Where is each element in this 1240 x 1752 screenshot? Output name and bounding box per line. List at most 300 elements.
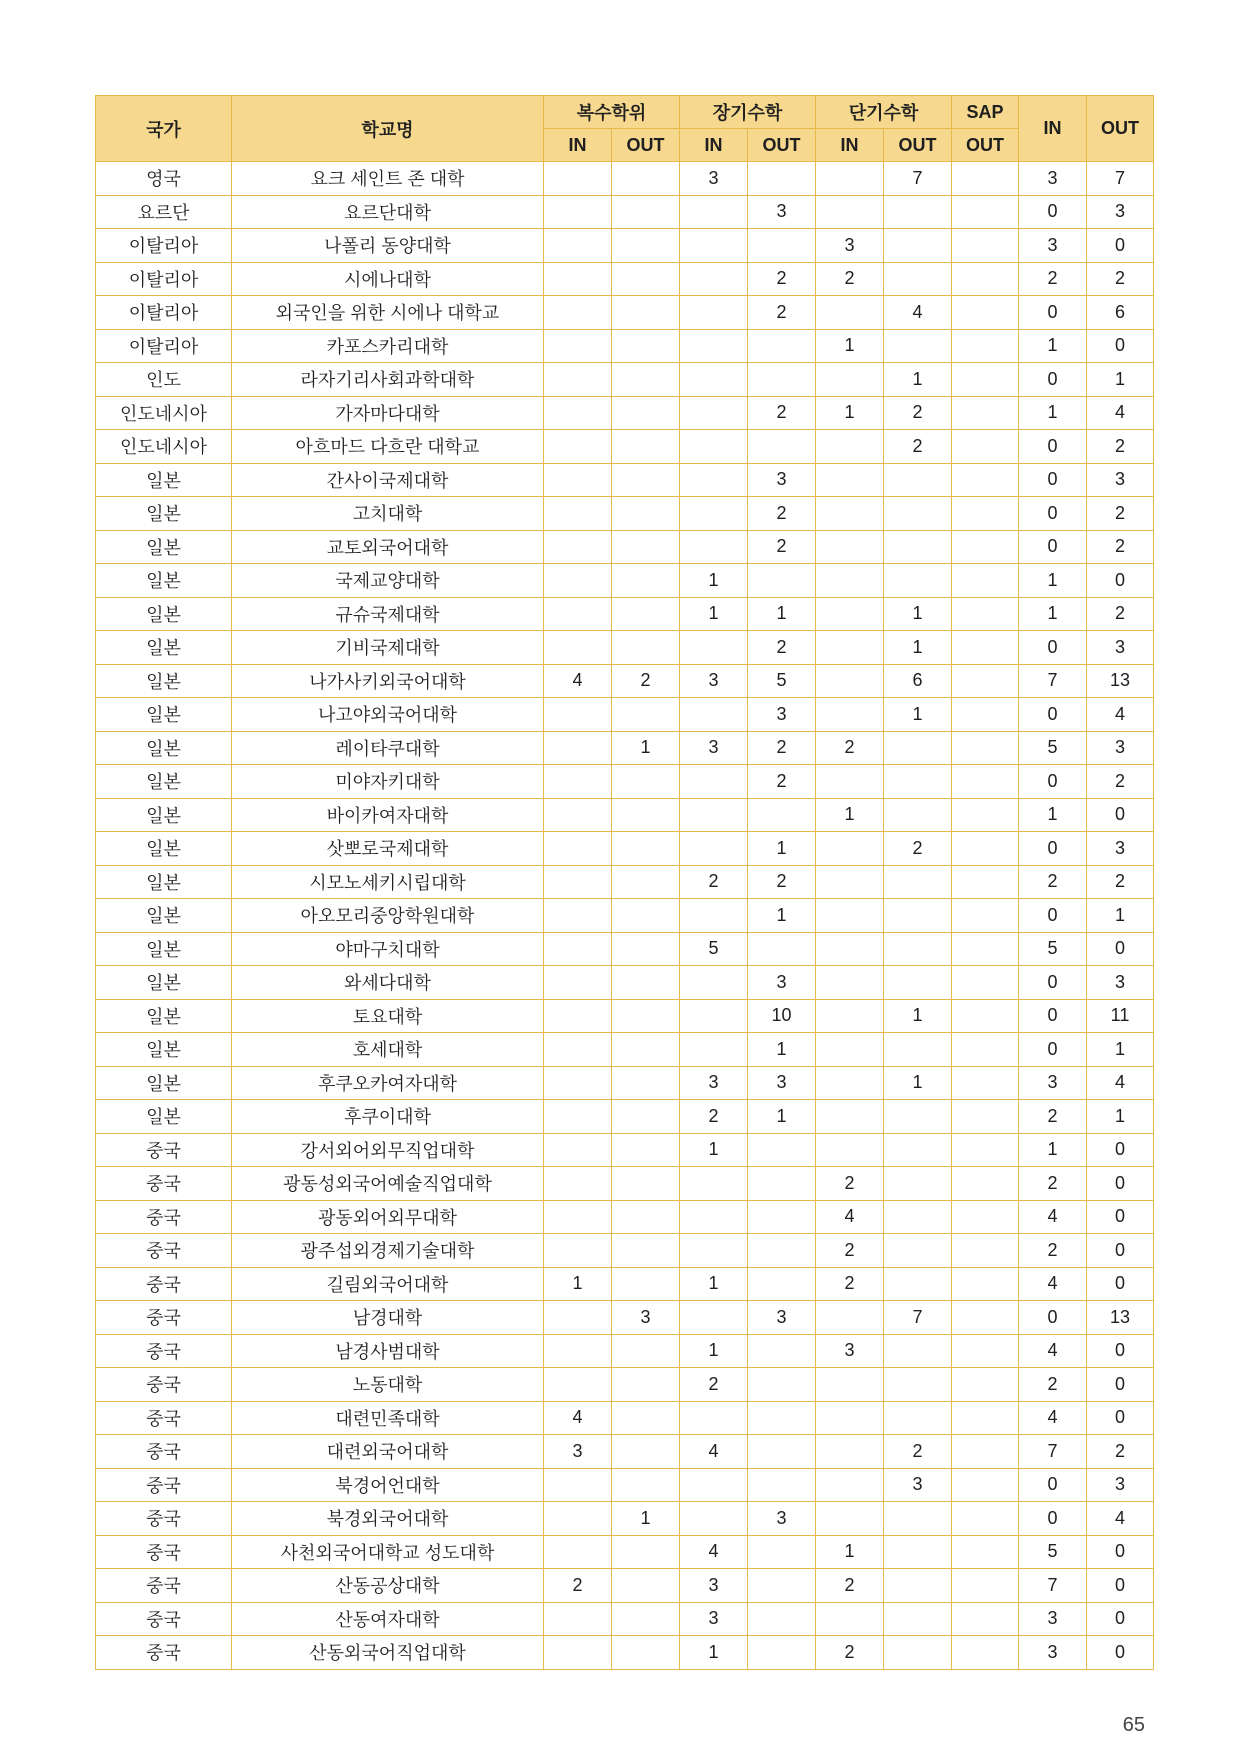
short-term-in-cell: 2: [816, 1636, 884, 1670]
total-in-cell: 2: [1019, 1234, 1087, 1268]
country-cell: 중국: [96, 1401, 232, 1435]
school-cell: 후쿠오카여자대학: [232, 1066, 544, 1100]
sap-out-cell: [952, 664, 1019, 698]
double-degree-in-cell: 1: [544, 1267, 612, 1301]
double-degree-out-cell: [612, 966, 680, 1000]
school-cell: 라자기리사회과학대학: [232, 363, 544, 397]
school-cell: 요크 세인트 존 대학: [232, 162, 544, 196]
long-term-out-cell: 2: [748, 865, 816, 899]
total-in-cell: 0: [1019, 363, 1087, 397]
short-term-in-cell: [816, 865, 884, 899]
total-out-cell: 0: [1087, 932, 1154, 966]
short-term-in-cell: [816, 765, 884, 799]
long-term-out-cell: [748, 1401, 816, 1435]
long-term-out-cell: 3: [748, 698, 816, 732]
school-cell: 아오모리중앙학원대학: [232, 899, 544, 933]
long-term-out-cell: [748, 1602, 816, 1636]
total-out-cell: 3: [1087, 966, 1154, 1000]
double-degree-in-cell: [544, 497, 612, 531]
total-in-cell: 4: [1019, 1401, 1087, 1435]
table-row: [96, 698, 1154, 732]
double-degree-in-cell: 4: [544, 664, 612, 698]
double-degree-out-cell: [612, 1334, 680, 1368]
sap-out-cell: [952, 1033, 1019, 1067]
sap-out-cell: [952, 1167, 1019, 1201]
long-term-out-cell: 2: [748, 262, 816, 296]
table-row: [96, 1535, 1154, 1569]
country-cell: 중국: [96, 1334, 232, 1368]
double-degree-out-cell: [612, 932, 680, 966]
total-in-cell: 5: [1019, 932, 1087, 966]
short-term-out-cell: [884, 1401, 952, 1435]
double-degree-in-cell: [544, 1301, 612, 1335]
double-degree-in-cell: [544, 396, 612, 430]
sap-out-cell: [952, 1234, 1019, 1268]
long-term-in-cell: [680, 1234, 748, 1268]
school-cell: 가자마다대학: [232, 396, 544, 430]
table-row: [96, 899, 1154, 933]
total-in-cell: 1: [1019, 1133, 1087, 1167]
short-term-out-cell: 1: [884, 597, 952, 631]
country-cell: 일본: [96, 832, 232, 866]
country-cell: 중국: [96, 1435, 232, 1469]
sap-out-cell: [952, 430, 1019, 464]
long-term-in-cell: 3: [680, 162, 748, 196]
sap-out-cell: [952, 966, 1019, 1000]
table-row: [96, 1133, 1154, 1167]
short-term-in-cell: [816, 698, 884, 732]
short-term-out-cell: [884, 329, 952, 363]
country-cell: 중국: [96, 1502, 232, 1536]
short-term-out-cell: [884, 1033, 952, 1067]
sap-out-cell: [952, 1468, 1019, 1502]
school-cell: 외국인을 위한 시에나 대학교: [232, 296, 544, 330]
short-term-in-cell: [816, 162, 884, 196]
long-term-in-cell: [680, 798, 748, 832]
total-out-cell: 0: [1087, 1636, 1154, 1670]
school-cell: 간사이국제대학: [232, 463, 544, 497]
short-term-in-cell: [816, 932, 884, 966]
school-cell: 규슈국제대학: [232, 597, 544, 631]
total-out-cell: 1: [1087, 1033, 1154, 1067]
school-cell: 나가사키외국어대학: [232, 664, 544, 698]
total-out-cell: 4: [1087, 698, 1154, 732]
long-term-in-cell: [680, 363, 748, 397]
double-degree-in-cell: [544, 1502, 612, 1536]
total-in-cell: 5: [1019, 1535, 1087, 1569]
short-term-in-cell: [816, 1133, 884, 1167]
double-degree-in-cell: [544, 1167, 612, 1201]
double-degree-out-cell: 3: [612, 1301, 680, 1335]
sap-out-cell: [952, 631, 1019, 665]
long-term-out-cell: 2: [748, 497, 816, 531]
total-out-cell: 11: [1087, 999, 1154, 1033]
total-in-cell: 2: [1019, 865, 1087, 899]
double-degree-out-cell: [612, 798, 680, 832]
country-cell: 일본: [96, 999, 232, 1033]
table-header: [96, 96, 1154, 162]
short-term-in-cell: [816, 832, 884, 866]
short-term-out-cell: [884, 932, 952, 966]
total-out-cell: 2: [1087, 865, 1154, 899]
short-term-in-cell: [816, 899, 884, 933]
short-term-in-cell: 2: [816, 1234, 884, 1268]
long-term-in-cell: [680, 1301, 748, 1335]
header-double-degree-out: OUT: [612, 129, 680, 162]
double-degree-in-cell: [544, 999, 612, 1033]
country-cell: 이탈리아: [96, 229, 232, 263]
total-out-cell: 2: [1087, 430, 1154, 464]
short-term-out-cell: 2: [884, 1435, 952, 1469]
short-term-out-cell: [884, 1334, 952, 1368]
school-cell: 노동대학: [232, 1368, 544, 1402]
school-cell: 기비국제대학: [232, 631, 544, 665]
double-degree-out-cell: [612, 899, 680, 933]
short-term-out-cell: [884, 1535, 952, 1569]
country-cell: 일본: [96, 765, 232, 799]
long-term-in-cell: 1: [680, 1334, 748, 1368]
total-out-cell: 3: [1087, 731, 1154, 765]
sap-out-cell: [952, 564, 1019, 598]
country-cell: 이탈리아: [96, 262, 232, 296]
long-term-in-cell: 2: [680, 1100, 748, 1134]
long-term-out-cell: [748, 363, 816, 397]
short-term-out-cell: [884, 1133, 952, 1167]
double-degree-out-cell: 1: [612, 1502, 680, 1536]
double-degree-out-cell: [612, 1435, 680, 1469]
table-row: [96, 396, 1154, 430]
country-cell: 중국: [96, 1267, 232, 1301]
total-out-cell: 0: [1087, 1133, 1154, 1167]
school-cell: 나고야외국어대학: [232, 698, 544, 732]
double-degree-out-cell: [612, 1368, 680, 1402]
long-term-out-cell: [748, 162, 816, 196]
total-in-cell: 4: [1019, 1334, 1087, 1368]
table-row: [96, 999, 1154, 1033]
long-term-in-cell: [680, 1401, 748, 1435]
sap-out-cell: [952, 1368, 1019, 1402]
long-term-in-cell: [680, 497, 748, 531]
short-term-in-cell: 2: [816, 1569, 884, 1603]
sap-out-cell: [952, 1602, 1019, 1636]
sap-out-cell: [952, 932, 1019, 966]
long-term-out-cell: [748, 430, 816, 464]
table-row: [96, 530, 1154, 564]
double-degree-in-cell: 2: [544, 1569, 612, 1603]
long-term-out-cell: 3: [748, 1301, 816, 1335]
double-degree-out-cell: [612, 832, 680, 866]
total-in-cell: 4: [1019, 1267, 1087, 1301]
sap-out-cell: [952, 363, 1019, 397]
short-term-in-cell: 3: [816, 229, 884, 263]
school-cell: 강서외어외무직업대학: [232, 1133, 544, 1167]
header-sap-out: OUT: [952, 129, 1019, 162]
double-degree-in-cell: [544, 162, 612, 196]
short-term-out-cell: [884, 1602, 952, 1636]
short-term-in-cell: [816, 631, 884, 665]
table-row: [96, 1167, 1154, 1201]
long-term-in-cell: 3: [680, 664, 748, 698]
double-degree-in-cell: [544, 1234, 612, 1268]
double-degree-out-cell: [612, 162, 680, 196]
sap-out-cell: [952, 999, 1019, 1033]
total-in-cell: 1: [1019, 396, 1087, 430]
total-in-cell: 0: [1019, 463, 1087, 497]
long-term-in-cell: 3: [680, 1602, 748, 1636]
short-term-in-cell: 1: [816, 798, 884, 832]
country-cell: 일본: [96, 497, 232, 531]
country-cell: 일본: [96, 932, 232, 966]
double-degree-in-cell: [544, 597, 612, 631]
short-term-in-cell: [816, 463, 884, 497]
country-cell: 이탈리아: [96, 296, 232, 330]
table-row: [96, 1301, 1154, 1335]
total-in-cell: 1: [1019, 597, 1087, 631]
double-degree-in-cell: [544, 832, 612, 866]
short-term-out-cell: [884, 1100, 952, 1134]
school-cell: 광주섭외경제기술대학: [232, 1234, 544, 1268]
country-cell: 인도: [96, 363, 232, 397]
long-term-out-cell: [748, 1234, 816, 1268]
school-cell: 호세대학: [232, 1033, 544, 1067]
table-row: [96, 329, 1154, 363]
double-degree-in-cell: [544, 229, 612, 263]
sap-out-cell: [952, 1267, 1019, 1301]
long-term-in-cell: [680, 631, 748, 665]
table-row: [96, 1066, 1154, 1100]
school-cell: 나폴리 동양대학: [232, 229, 544, 263]
total-out-cell: 1: [1087, 899, 1154, 933]
double-degree-out-cell: [612, 195, 680, 229]
short-term-out-cell: [884, 497, 952, 531]
total-out-cell: 3: [1087, 1468, 1154, 1502]
header-short-term-in: IN: [816, 129, 884, 162]
school-cell: 고치대학: [232, 497, 544, 531]
long-term-out-cell: [748, 1334, 816, 1368]
total-out-cell: 4: [1087, 1066, 1154, 1100]
total-in-cell: 2: [1019, 1100, 1087, 1134]
double-degree-out-cell: [612, 530, 680, 564]
short-term-in-cell: 2: [816, 1167, 884, 1201]
double-degree-out-cell: [612, 1133, 680, 1167]
short-term-out-cell: 7: [884, 162, 952, 196]
long-term-in-cell: [680, 1200, 748, 1234]
table-row: [96, 497, 1154, 531]
short-term-out-cell: [884, 899, 952, 933]
long-term-out-cell: [748, 1167, 816, 1201]
table-row: [96, 1502, 1154, 1536]
long-term-in-cell: [680, 999, 748, 1033]
short-term-in-cell: [816, 597, 884, 631]
country-cell: 중국: [96, 1301, 232, 1335]
short-term-in-cell: [816, 497, 884, 531]
total-in-cell: 4: [1019, 1200, 1087, 1234]
long-term-in-cell: [680, 329, 748, 363]
sap-out-cell: [952, 1100, 1019, 1134]
school-cell: 시모노세키시립대학: [232, 865, 544, 899]
table-row: [96, 296, 1154, 330]
total-out-cell: 4: [1087, 396, 1154, 430]
long-term-in-cell: [680, 1033, 748, 1067]
long-term-out-cell: 1: [748, 832, 816, 866]
long-term-in-cell: [680, 832, 748, 866]
total-in-cell: 0: [1019, 999, 1087, 1033]
long-term-out-cell: 2: [748, 731, 816, 765]
sap-out-cell: [952, 1133, 1019, 1167]
double-degree-in-cell: [544, 1636, 612, 1670]
total-out-cell: 0: [1087, 1401, 1154, 1435]
long-term-out-cell: [748, 1636, 816, 1670]
sap-out-cell: [952, 497, 1019, 531]
table-row: [96, 597, 1154, 631]
double-degree-out-cell: [612, 363, 680, 397]
country-cell: 일본: [96, 631, 232, 665]
total-out-cell: 0: [1087, 1368, 1154, 1402]
school-cell: 삿뽀로국제대학: [232, 832, 544, 866]
sap-out-cell: [952, 1301, 1019, 1335]
double-degree-in-cell: [544, 1368, 612, 1402]
total-out-cell: 2: [1087, 530, 1154, 564]
double-degree-out-cell: [612, 1267, 680, 1301]
sap-out-cell: [952, 162, 1019, 196]
double-degree-out-cell: [612, 564, 680, 598]
table-row: [96, 966, 1154, 1000]
total-in-cell: 2: [1019, 262, 1087, 296]
long-term-in-cell: [680, 430, 748, 464]
long-term-in-cell: 1: [680, 564, 748, 598]
double-degree-out-cell: [612, 1569, 680, 1603]
double-degree-out-cell: [612, 1234, 680, 1268]
short-term-in-cell: [816, 1368, 884, 1402]
country-cell: 일본: [96, 865, 232, 899]
double-degree-out-cell: [612, 430, 680, 464]
long-term-in-cell: 1: [680, 1267, 748, 1301]
short-term-in-cell: [816, 1100, 884, 1134]
total-out-cell: 13: [1087, 664, 1154, 698]
sap-out-cell: [952, 1502, 1019, 1536]
short-term-in-cell: 2: [816, 731, 884, 765]
short-term-out-cell: 1: [884, 1066, 952, 1100]
school-cell: 카포스카리대학: [232, 329, 544, 363]
double-degree-out-cell: [612, 1636, 680, 1670]
school-cell: 남경대학: [232, 1301, 544, 1335]
double-degree-out-cell: 2: [612, 664, 680, 698]
total-in-cell: 0: [1019, 631, 1087, 665]
table-row: [96, 1401, 1154, 1435]
total-out-cell: 0: [1087, 564, 1154, 598]
school-cell: 대련민족대학: [232, 1401, 544, 1435]
long-term-in-cell: [680, 229, 748, 263]
double-degree-in-cell: [544, 932, 612, 966]
table-row: [96, 564, 1154, 598]
school-cell: 시에나대학: [232, 262, 544, 296]
long-term-in-cell: [680, 262, 748, 296]
double-degree-in-cell: [544, 564, 612, 598]
page-number: 65: [1122, 1714, 1145, 1736]
long-term-in-cell: [680, 463, 748, 497]
short-term-in-cell: [816, 664, 884, 698]
header-long-term-out: OUT: [748, 129, 816, 162]
total-in-cell: 3: [1019, 1636, 1087, 1670]
double-degree-in-cell: [544, 1468, 612, 1502]
total-out-cell: 2: [1087, 1435, 1154, 1469]
long-term-in-cell: [680, 698, 748, 732]
short-term-in-cell: [816, 530, 884, 564]
total-out-cell: 7: [1087, 162, 1154, 196]
sap-out-cell: [952, 1401, 1019, 1435]
country-cell: 일본: [96, 1100, 232, 1134]
total-out-cell: 0: [1087, 798, 1154, 832]
double-degree-in-cell: [544, 363, 612, 397]
total-in-cell: 3: [1019, 1066, 1087, 1100]
double-degree-out-cell: [612, 329, 680, 363]
short-term-in-cell: [816, 1033, 884, 1067]
table-row: [96, 463, 1154, 497]
double-degree-in-cell: [544, 1100, 612, 1134]
total-in-cell: 2: [1019, 1167, 1087, 1201]
double-degree-out-cell: [612, 1602, 680, 1636]
double-degree-in-cell: [544, 1200, 612, 1234]
total-out-cell: 0: [1087, 1200, 1154, 1234]
total-out-cell: 4: [1087, 1502, 1154, 1536]
long-term-out-cell: 2: [748, 396, 816, 430]
total-in-cell: 0: [1019, 530, 1087, 564]
long-term-out-cell: [748, 1468, 816, 1502]
short-term-in-cell: [816, 966, 884, 1000]
short-term-in-cell: [816, 195, 884, 229]
long-term-out-cell: [748, 1535, 816, 1569]
double-degree-out-cell: [612, 698, 680, 732]
total-in-cell: 3: [1019, 1602, 1087, 1636]
total-out-cell: 0: [1087, 1569, 1154, 1603]
long-term-out-cell: [748, 1200, 816, 1234]
short-term-out-cell: 2: [884, 430, 952, 464]
short-term-out-cell: [884, 1234, 952, 1268]
long-term-in-cell: 3: [680, 731, 748, 765]
country-cell: 중국: [96, 1133, 232, 1167]
header-sap: SAP: [952, 96, 1019, 129]
header-total-in: IN: [1019, 96, 1087, 162]
school-cell: 야마구치대학: [232, 932, 544, 966]
double-degree-in-cell: [544, 798, 612, 832]
total-out-cell: 13: [1087, 1301, 1154, 1335]
sap-out-cell: [952, 1200, 1019, 1234]
sap-out-cell: [952, 1435, 1019, 1469]
short-term-out-cell: 4: [884, 296, 952, 330]
sap-out-cell: [952, 463, 1019, 497]
short-term-out-cell: [884, 564, 952, 598]
short-term-in-cell: [816, 1401, 884, 1435]
country-cell: 이탈리아: [96, 329, 232, 363]
total-in-cell: 0: [1019, 899, 1087, 933]
short-term-out-cell: [884, 1200, 952, 1234]
short-term-in-cell: [816, 999, 884, 1033]
double-degree-in-cell: [544, 631, 612, 665]
sap-out-cell: [952, 731, 1019, 765]
long-term-in-cell: [680, 530, 748, 564]
table-row: [96, 832, 1154, 866]
long-term-in-cell: [680, 899, 748, 933]
country-cell: 인도네시아: [96, 396, 232, 430]
table-body: [96, 162, 1154, 1670]
long-term-out-cell: 3: [748, 195, 816, 229]
table-row: [96, 1100, 1154, 1134]
long-term-in-cell: [680, 966, 748, 1000]
total-in-cell: 0: [1019, 1468, 1087, 1502]
country-cell: 일본: [96, 798, 232, 832]
table-row: [96, 1468, 1154, 1502]
short-term-in-cell: 3: [816, 1334, 884, 1368]
